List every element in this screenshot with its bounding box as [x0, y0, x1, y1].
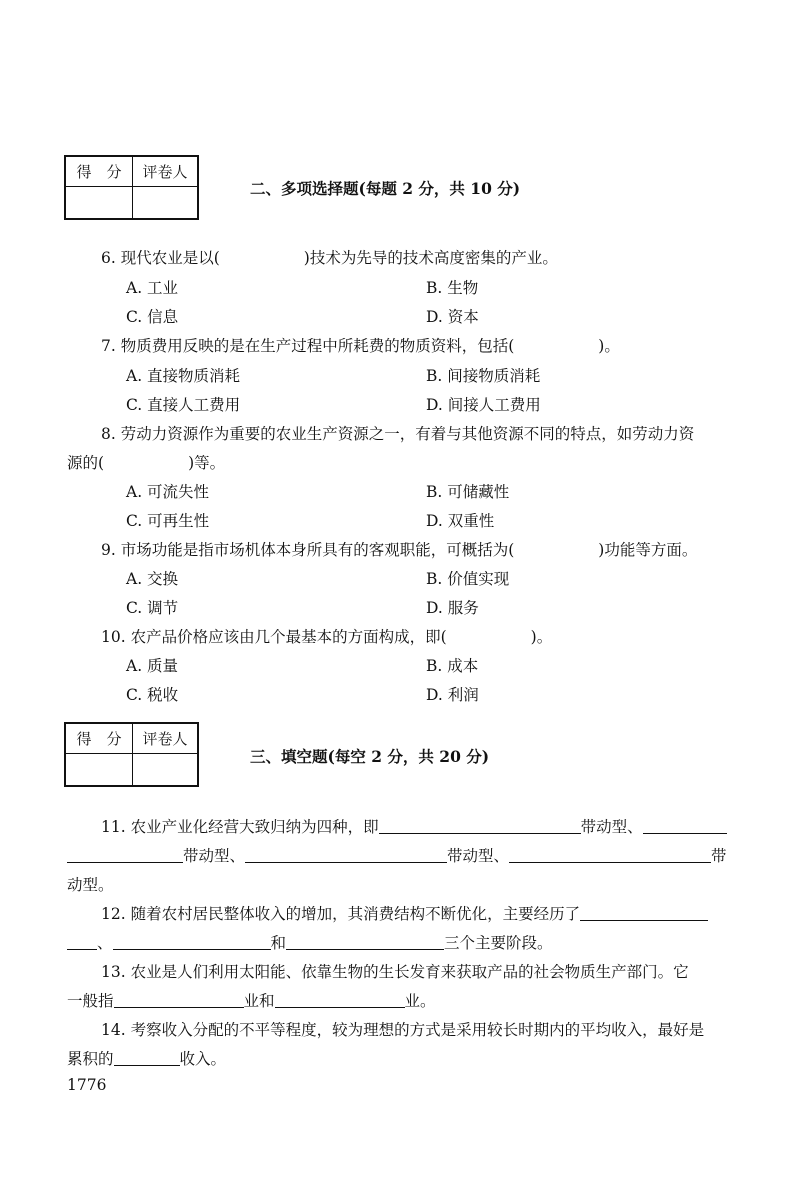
q13-blank-1[interactable]	[114, 991, 244, 1008]
q6-option-a[interactable]: A. 工业	[126, 279, 179, 297]
question-11-line-3: 动型。	[67, 876, 114, 894]
q10-option-a[interactable]: A. 质量	[126, 657, 179, 675]
question-10-stem-start: 10. 农产品价格应该由几个最基本的方面构成，即(	[101, 628, 447, 646]
q11-blank-3[interactable]	[245, 846, 447, 863]
q12-text-d: 三个主要阶段。	[444, 934, 553, 952]
grader-cell[interactable]	[133, 187, 199, 220]
q11-text-b: 带动型、	[580, 818, 643, 836]
score-table-section-3	[64, 722, 199, 787]
q6-option-b[interactable]: B. 生物	[426, 279, 479, 297]
grader-cell[interactable]	[133, 754, 199, 787]
q10-option-c[interactable]: C. 税收	[126, 686, 179, 704]
question-7-stem-end: )。	[598, 337, 620, 355]
question-11-line-2	[67, 844, 727, 866]
score-table-section-2	[64, 155, 199, 220]
q12-blank-3[interactable]	[286, 933, 444, 950]
grader-header: 评卷人	[133, 156, 199, 187]
q12-blank-2[interactable]	[113, 933, 271, 950]
q9-option-b[interactable]: B. 价值实现	[426, 570, 510, 588]
q7-option-c[interactable]: C. 直接人工费用	[126, 396, 241, 414]
score-header: 得 分	[65, 156, 133, 187]
q12-text-c: 和	[270, 934, 287, 952]
question-8-stem-mid: 源的(	[67, 454, 105, 472]
score-cell[interactable]	[65, 754, 133, 787]
q14-text-c: 收入。	[179, 1050, 227, 1068]
question-10-stem-end: )。	[530, 628, 553, 646]
q9-option-d[interactable]: D. 服务	[426, 599, 479, 617]
score-cell[interactable]	[65, 187, 133, 220]
question-10	[101, 625, 552, 647]
q11-blank-1[interactable]	[379, 817, 581, 834]
question-13-line-2	[67, 989, 436, 1011]
q6-option-d[interactable]: D. 资本	[426, 308, 479, 326]
q11-text-e: 带	[711, 847, 727, 865]
q7-option-a[interactable]: A. 直接物质消耗	[126, 367, 241, 385]
q11-stem: 11. 农业产业化经营大致归纳为四种，即	[101, 818, 379, 836]
q9-option-a[interactable]: A. 交换	[126, 570, 179, 588]
question-6-stem-end: )技术为先导的技术高度密集的产业。	[303, 249, 558, 267]
q12-text-b: 、	[97, 934, 113, 952]
q13-text-b: 一般指	[67, 992, 114, 1010]
q7-option-d[interactable]: D. 间接人工费用	[426, 396, 541, 414]
q11-blank-2a[interactable]	[643, 817, 727, 834]
q7-option-b[interactable]: B. 间接物质消耗	[426, 367, 541, 385]
question-12-line-2	[67, 931, 553, 953]
q12-blank-1b[interactable]	[67, 933, 97, 950]
q12-blank-1a[interactable]	[580, 904, 708, 921]
q13-text-d: 业。	[404, 992, 436, 1010]
question-6-stem-start: 6. 现代农业是以(	[101, 249, 220, 267]
question-8-line-1: 8. 劳动力资源作为重要的农业生产资源之一，有着与其他资源不同的特点，如劳动力资	[101, 425, 695, 443]
question-14-line-2	[67, 1047, 226, 1069]
q10-option-d[interactable]: D. 利润	[426, 686, 479, 704]
question-6	[101, 246, 558, 268]
q8-option-a[interactable]: A. 可流失性	[126, 483, 210, 501]
question-9-stem-end: )功能等方面。	[598, 541, 698, 559]
question-12-line-1	[101, 902, 708, 924]
grader-header: 评卷人	[133, 723, 199, 754]
question-7	[101, 334, 620, 356]
q14-blank-1[interactable]	[114, 1049, 180, 1066]
q9-option-c[interactable]: C. 调节	[126, 599, 179, 617]
question-13-line-1: 13. 农业是人们利用太阳能、依靠生物的生长发育来获取产品的社会物质生产部门。它	[101, 963, 689, 981]
q14-text-b: 累积的	[67, 1050, 114, 1068]
q8-option-d[interactable]: D. 双重性	[426, 512, 495, 530]
q6-option-c[interactable]: C. 信息	[126, 308, 179, 326]
q10-option-b[interactable]: B. 成本	[426, 657, 479, 675]
page-number: 1776	[67, 1076, 107, 1094]
question-9	[101, 538, 697, 560]
question-11-line-1	[101, 815, 727, 837]
q8-option-c[interactable]: C. 可再生性	[126, 512, 210, 530]
q13-text-c: 业和	[243, 992, 275, 1010]
question-9-stem-start: 9. 市场功能是指市场机体本身所具有的客观职能，可概括为(	[101, 541, 515, 559]
q11-text-c: 带动型、	[183, 847, 246, 865]
question-14-line-1: 14. 考察收入分配的不平等程度，较为理想的方式是采用较长时期内的平均收入，最好是	[101, 1021, 705, 1039]
question-8-stem-end: )等。	[188, 454, 226, 472]
score-header: 得 分	[65, 723, 133, 754]
question-7-stem-start: 7. 物质费用反映的是在生产过程中所耗费的物质资料，包括(	[101, 337, 515, 355]
q12-stem: 12. 随着农村居民整体收入的增加，其消费结构不断优化，主要经历了	[101, 905, 581, 923]
q11-text-d: 带动型、	[447, 847, 510, 865]
section-3-title: 三、填空题(每空 2 分，共 20 分)	[250, 747, 490, 766]
q13-blank-2[interactable]	[275, 991, 405, 1008]
question-8-line-2	[67, 451, 225, 473]
q11-blank-4[interactable]	[509, 846, 711, 863]
q11-blank-2b[interactable]	[67, 846, 183, 863]
q8-option-b[interactable]: B. 可储藏性	[426, 483, 510, 501]
section-2-title: 二、多项选择题(每题 2 分，共 10 分)	[250, 179, 521, 198]
